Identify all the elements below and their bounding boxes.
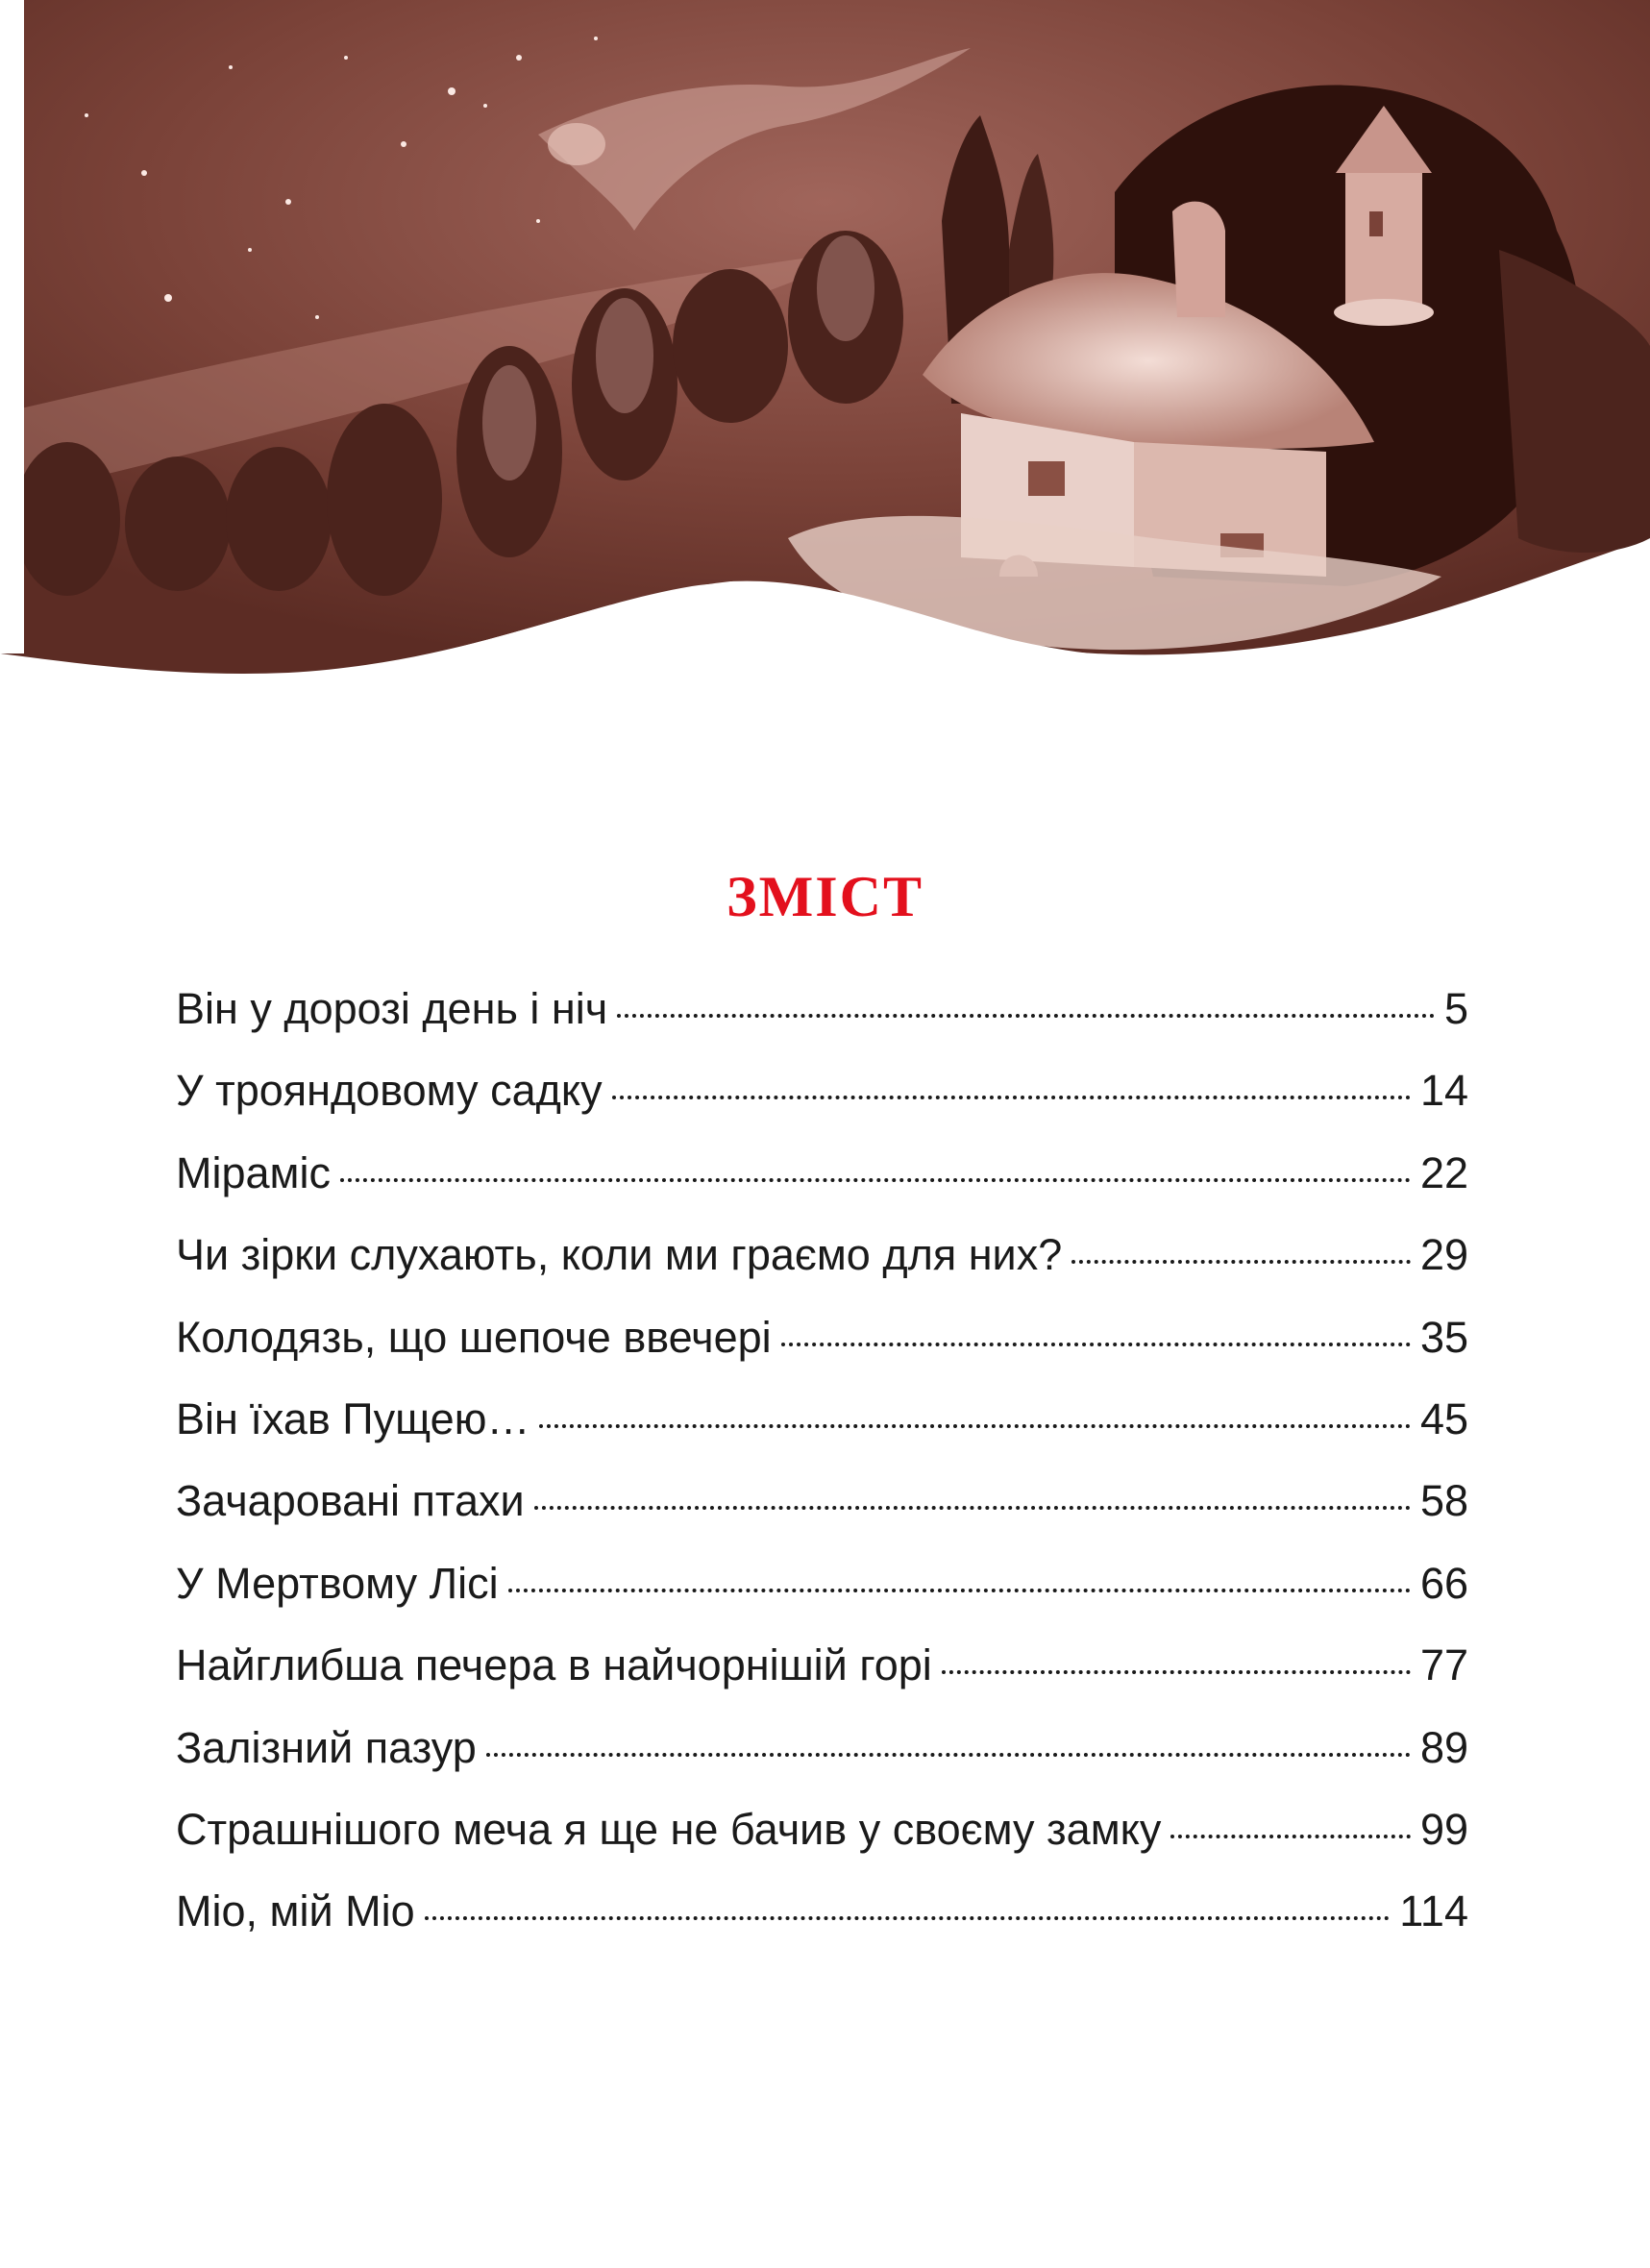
toc-entry-leader	[612, 1096, 1411, 1099]
toc-entry-page: 45	[1419, 1393, 1468, 1443]
header-illustration	[0, 0, 1650, 826]
toc-entry-page: 66	[1419, 1558, 1468, 1608]
toc-entry-title: У Мертвому Лісі	[176, 1558, 499, 1608]
toc-entry-page: 58	[1419, 1476, 1468, 1526]
toc-entry-title: Страшнішого меча я ще не бачив у своєму замку	[176, 1804, 1162, 1854]
toc-entry[interactable]	[176, 1870, 1468, 1952]
toc-entry-title: Міо, мій Міо	[176, 1886, 415, 1936]
toc-entry[interactable]	[176, 1132, 1468, 1214]
toc-entry-page: 77	[1419, 1640, 1468, 1690]
table-of-contents	[176, 968, 1468, 1953]
toc-entry-leader	[1170, 1835, 1411, 1838]
toc-entry-page: 5	[1443, 984, 1468, 1033]
toc-entry-title: Мiрамiс	[176, 1147, 331, 1197]
toc-title	[0, 853, 1650, 940]
toc-entry-title: Залізний пазур	[176, 1722, 477, 1772]
toc-entry-page: 29	[1419, 1230, 1468, 1280]
toc-entry-leader	[942, 1670, 1411, 1674]
toc-entry-leader	[425, 1916, 1391, 1920]
toc-entry-page: 89	[1419, 1722, 1468, 1772]
toc-entry-leader	[539, 1424, 1411, 1428]
toc-entry-title: У трояндовому садку	[176, 1066, 603, 1116]
toc-entry[interactable]	[176, 968, 1468, 1049]
toc-entry[interactable]	[176, 1296, 1468, 1378]
toc-entry-leader	[534, 1506, 1411, 1510]
toc-entry[interactable]	[176, 1214, 1468, 1295]
toc-entry-page: 114	[1399, 1886, 1468, 1936]
toc-entry-leader	[781, 1343, 1411, 1346]
toc-entry[interactable]	[176, 1624, 1468, 1706]
toc-entry-title: Зачаровані птахи	[176, 1476, 525, 1526]
toc-entry-page: 99	[1419, 1804, 1468, 1854]
toc-entry[interactable]	[176, 1707, 1468, 1788]
toc-entry-leader	[1071, 1260, 1411, 1264]
toc-entry-title: Він у дорозі день і ніч	[176, 984, 608, 1033]
toc-entry-title: Чи зірки слухають, коли ми граємо для них?	[176, 1230, 1063, 1280]
toc-entry-page: 35	[1419, 1312, 1468, 1362]
toc-entry-leader	[617, 1014, 1435, 1018]
toc-entry[interactable]	[176, 1460, 1468, 1541]
toc-entry-title: Колодязь, що шепоче ввечері	[176, 1312, 772, 1362]
night-cottage-illustration	[0, 0, 1650, 826]
toc-entry[interactable]	[176, 1378, 1468, 1460]
toc-entry-leader	[508, 1589, 1411, 1592]
toc-entry-title: Найглибша печера в найчорнішій горі	[176, 1640, 932, 1690]
toc-entry-title: Він їхав Пущею…	[176, 1393, 530, 1443]
toc-entry-page: 14	[1419, 1066, 1468, 1116]
toc-entry[interactable]	[176, 1542, 1468, 1624]
toc-entry-leader	[340, 1178, 1411, 1182]
toc-entry[interactable]	[176, 1788, 1468, 1870]
toc-entry-page: 22	[1419, 1147, 1468, 1197]
toc-title-text: ЗМІСТ	[726, 865, 924, 928]
toc-entry[interactable]	[176, 1049, 1468, 1131]
toc-entry-leader	[486, 1753, 1411, 1757]
